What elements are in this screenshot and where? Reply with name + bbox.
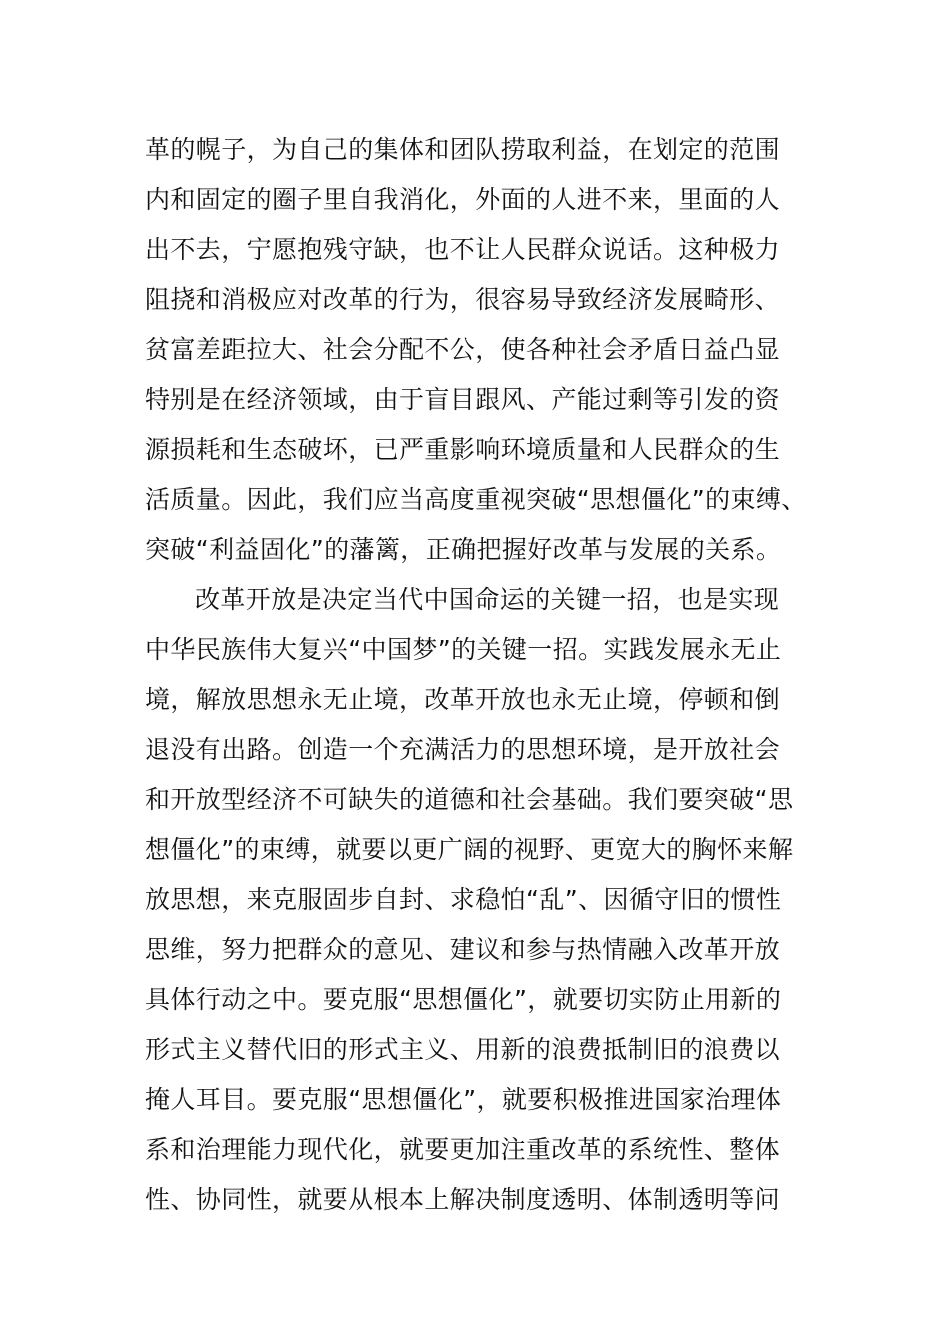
text-line: 境，解放思想永无止境，改革开放也永无止境，停顿和倒 — [145, 685, 781, 714]
text-line: 阻挠和消极应对改革的行为，很容易导致经济发展畸形、 — [145, 285, 781, 314]
text-line: 内和固定的圈子里自我消化，外面的人进不来，里面的人 — [145, 185, 781, 214]
text-line: 出不去，宁愿抱残守缺，也不让人民群众说话。这种极力 — [145, 235, 781, 264]
text-line: 形式主义替代旧的形式主义、用新的浪费抵制旧的浪费以 — [145, 1035, 781, 1064]
text-line: 思维，努力把群众的意见、建议和参与热情融入改革开放 — [145, 935, 781, 964]
text-line: 放思想，来克服固步自封、求稳怕“乱”、因循守旧的惯性 — [145, 885, 782, 914]
text-line: 和开放型经济不可缺失的道德和社会基础。我们要突破“思 — [145, 785, 794, 814]
text-line: 具体行动之中。要克服“思想僵化”，就要切实防止用新的 — [145, 985, 782, 1014]
text-line: 掩人耳目。要克服“思想僵化”，就要积极推进国家治理体 — [145, 1085, 782, 1114]
text-line: 活质量。因此，我们应当高度重视突破“思想僵化”的束缚、 — [145, 485, 807, 514]
text-line: 突破“利益固化”的藩篱，正确把握好改革与发展的关系。 — [145, 535, 782, 564]
text-line: 退没有出路。创造一个充满活力的思想环境，是开放社会 — [145, 735, 781, 764]
text-line: 源损耗和生态破坏，已严重影响环境质量和人民群众的生 — [145, 435, 781, 464]
text-line: 革的幌子，为自己的集体和团队捞取利益，在划定的范围 — [145, 135, 781, 164]
text-line: 特别是在经济领域，由于盲目跟风、产能过剩等引发的资 — [145, 385, 781, 414]
text-line: 中华民族伟大复兴“中国梦”的关键一招。实践发展永无止 — [145, 635, 782, 664]
text-line: 性、协同性，就要从根本上解决制度透明、体制透明等问 — [145, 1185, 781, 1214]
text-line: 改革开放是决定当代中国命运的关键一招，也是实现 — [195, 585, 780, 614]
text-line: 想僵化”的束缚，就要以更广阔的视野、更宽大的胸怀来解 — [145, 835, 794, 864]
text-line: 系和治理能力现代化，就要更加注重改革的系统性、整体 — [145, 1135, 781, 1164]
text-line: 贫富差距拉大、社会分配不公，使各种社会矛盾日益凸显 — [145, 335, 781, 364]
